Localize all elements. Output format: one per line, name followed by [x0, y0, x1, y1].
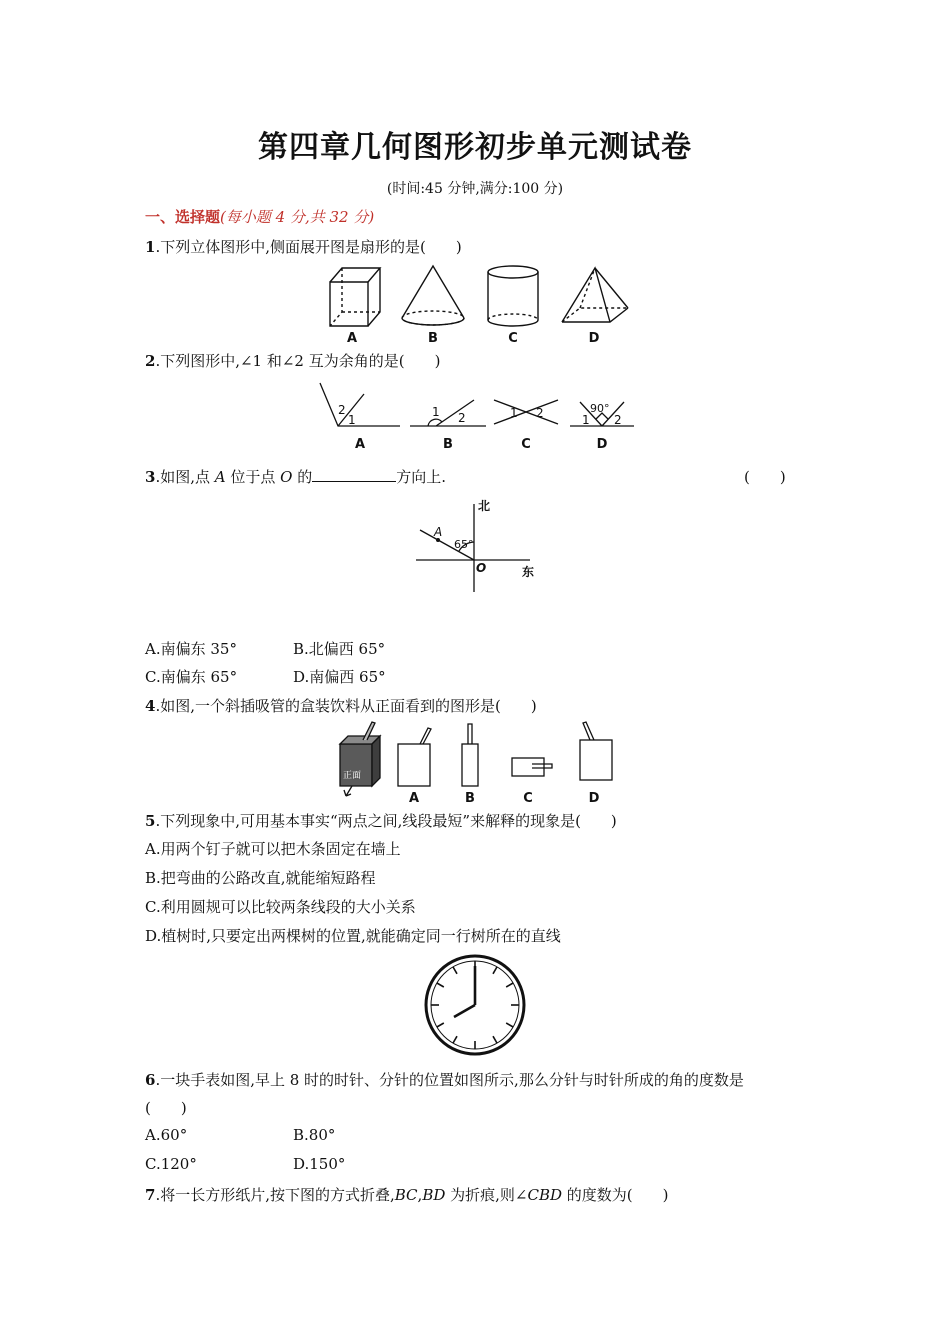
page-title: 第四章几何图形初步单元测试卷 [258, 130, 692, 165]
q4-figure [330, 720, 630, 806]
question-number: 5 [145, 812, 156, 830]
point-a-label: A [434, 525, 443, 539]
question-1 [145, 236, 462, 257]
q3-option-d: D.南偏西 65° [293, 668, 386, 686]
clock-tick [453, 967, 457, 974]
point-o-label: O [476, 561, 487, 575]
q5-option-c: C.利用圆规可以比较两条线段的大小关系 [145, 898, 416, 916]
q6-option-c: C.120° [145, 1155, 197, 1173]
q2d-angle-2: 2 [614, 413, 622, 427]
q5-option-b: B.把弯曲的公路改直,就能缩短路程 [145, 869, 376, 887]
q4-label-a: A [408, 791, 420, 806]
q5-option-d: D.植树时,只要定出两棵树的位置,就能确定同一行树所在的直线 [145, 927, 561, 945]
question-text-b: 位于点 [225, 468, 281, 486]
question-number: 1 [145, 238, 156, 256]
q6-option-b: B.80° [293, 1126, 336, 1144]
q1-figure [318, 258, 638, 348]
q2-label-d: D [596, 437, 608, 452]
q6-option-a: A.60° [145, 1126, 188, 1144]
q1-label-b: B [428, 331, 438, 346]
clock-tick [437, 983, 444, 987]
clock-tick [506, 983, 513, 987]
q2c-angle-2: 2 [536, 406, 544, 420]
question-3 [145, 466, 446, 487]
clock-tick [493, 1036, 497, 1043]
clock-tick [493, 967, 497, 974]
q2-label-a: A [354, 437, 366, 452]
q2-label-c: C [521, 437, 531, 452]
clock-tick [437, 1023, 444, 1027]
question-number: 6 [145, 1071, 156, 1089]
comma: , [417, 1186, 423, 1204]
question-7 [145, 1184, 669, 1205]
clock-tick [453, 1036, 457, 1043]
question-6 [145, 1069, 744, 1090]
question-text: .如图,一个斜插吸管的盒装饮料从正面看到的图形是( ) [155, 697, 537, 715]
question-number: 2 [145, 352, 156, 370]
section-label: 一、选择题 [145, 208, 221, 226]
q4-label-b: B [465, 791, 475, 806]
q2-figure [312, 378, 642, 454]
question-2 [145, 350, 440, 371]
q1-label-d: D [588, 331, 600, 346]
q1-label-c: C [508, 331, 518, 346]
question-text: .下列立体图形中,侧面展开图是扇形的是( ) [155, 238, 462, 256]
section-note: (每小题 4 分,共 32 分) [220, 208, 375, 226]
north-label: 北 [478, 499, 491, 513]
q2b-angle-2: 2 [458, 411, 466, 425]
question-number: 3 [145, 468, 156, 486]
q6-option-d: D.150° [293, 1155, 346, 1173]
answer-blank [312, 467, 396, 482]
point-o: O [280, 468, 293, 486]
q2a-angle-2: 2 [338, 403, 346, 417]
q4-label-c: C [523, 791, 533, 806]
q1-label-a: A [346, 331, 358, 346]
question-text-c: 的 [292, 468, 313, 486]
clock-tick [506, 1023, 513, 1027]
question-text: .下列图形中,∠1 和∠2 互为余角的是( ) [155, 352, 441, 370]
question-number: 4 [145, 697, 156, 715]
q2a-angle-1: 1 [348, 413, 356, 427]
point-a: A [214, 468, 226, 486]
question-number: 7 [145, 1186, 156, 1204]
question-text-a: .将一长方形纸片,按下图的方式折叠, [155, 1186, 395, 1204]
q4-label-d: D [588, 791, 600, 806]
q6-answer-paren: ( ) [145, 1099, 187, 1117]
question-text-b: 为折痕,则∠ [445, 1186, 528, 1204]
front-label: 正面 [343, 771, 362, 781]
question-text: .一块手表如图,早上 8 时的时针、分针的位置如图所示,那么分针与时针所成的角的度数是 [155, 1071, 744, 1089]
question-4 [145, 695, 537, 716]
q3-option-b: B.北偏西 65° [293, 640, 386, 658]
q2d-angle-1: 1 [582, 413, 590, 427]
segment-bd: BD [422, 1186, 446, 1204]
q2d-right-angle: 90° [590, 402, 610, 415]
q3-option-c: C.南偏东 65° [145, 668, 238, 686]
q3-option-a: A.南偏东 35° [145, 640, 237, 658]
question-text: .下列现象中,可用基本事实“两点之间,线段最短”来解释的现象是( ) [155, 812, 617, 830]
question-5 [145, 810, 617, 831]
section-heading [145, 206, 374, 227]
q5-option-a: A.用两个钉子就可以把木条固定在墙上 [145, 840, 401, 858]
angle-label: 65° [454, 538, 474, 551]
question-text-c: 的度数为( ) [562, 1186, 669, 1204]
q3-compass-figure [408, 494, 548, 598]
page-subtitle: (时间:45 分钟,满分:100 分) [386, 181, 564, 197]
angle-cbd: CBD [527, 1186, 563, 1204]
q3-answer-paren: ( ) [744, 468, 786, 486]
question-text-d: 方向上. [396, 468, 447, 486]
q2c-angle-1: 1 [510, 406, 518, 420]
east-label: 东 [522, 565, 535, 579]
clock-figure [422, 952, 528, 1058]
segment-bc: BC [394, 1186, 418, 1204]
q2-label-b: B [443, 437, 453, 452]
q2b-angle-1: 1 [432, 405, 440, 419]
question-text-a: .如图,点 [155, 468, 215, 486]
